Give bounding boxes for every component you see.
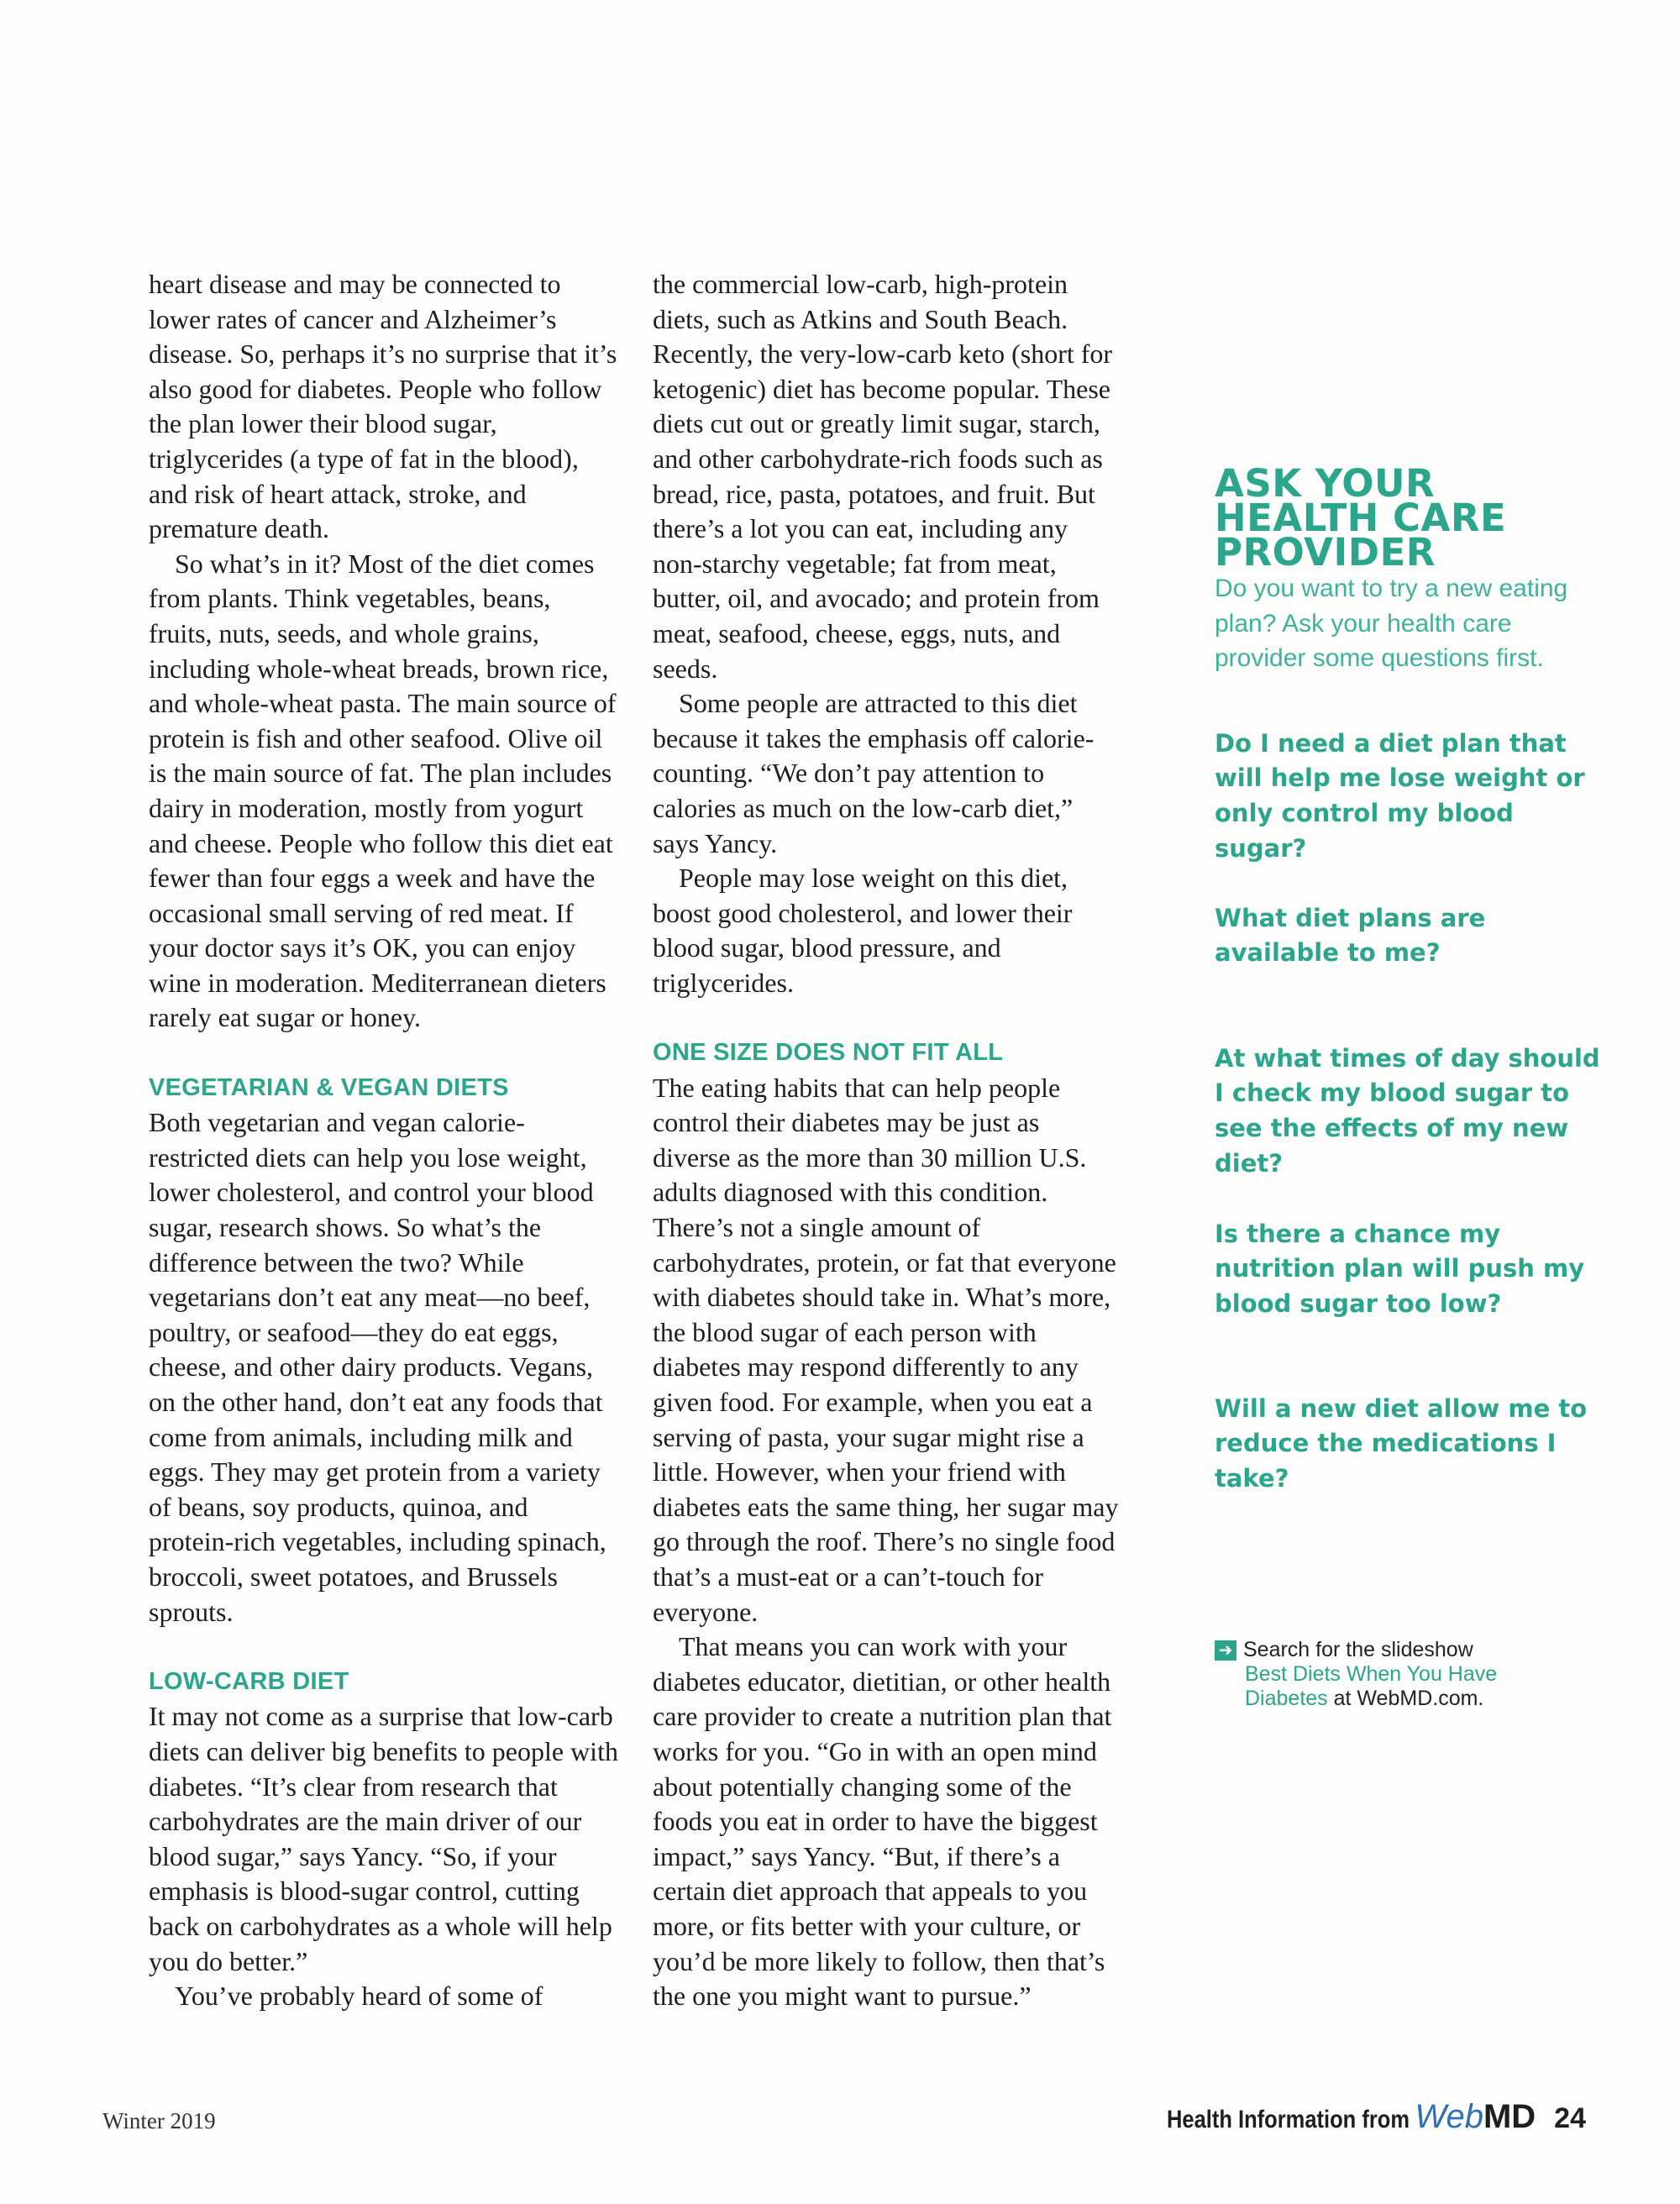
section-heading-one-size: ONE SIZE DOES NOT FIT ALL: [653, 1039, 1004, 1067]
sidebar-ask-provider: [1215, 461, 1601, 1516]
paragraph: heart disease and may be connected to lower rates of cancer and Alzheimer’s disease. So, perhaps it’s no surprise that it’s also good for diabetes. People who follow the plan lower their blood sugar, triglycerides (a type of fat in the blood), and risk of heart attack, stroke, and premature death.: [149, 269, 617, 544]
sidebar-title-line: HEALTH CARE: [1215, 496, 1507, 540]
arrow-box-icon: ➜: [1215, 1640, 1236, 1661]
footer-source: [1124, 2098, 1586, 2136]
slideshow-text: [1215, 1662, 1567, 1711]
paragraph: People may lose weight on this diet, boost good cholesterol, and lower their blood sugar, blood pressure, and triglycerides.: [653, 863, 1073, 998]
paragraph: the commercial low-carb, high-protein diets, such as Atkins and South Beach. Recently, the very-low-carb keto (short for ketogenic) diet has become popular. These diets cut out or greatly limit sugar, starch, and other carbohydrate-rich foods such as bread, rice, pasta, potatoes, and fruit. But there’s a lot you can eat, including any non-starchy vegetable; fat from meat, butter, oil, and avocado; and protein from meat, seafood, cheese, eggs, nuts, and seeds.: [653, 269, 1113, 684]
slideshow-link[interactable]: Best Diets When You Have Diabetes: [1245, 1662, 1498, 1710]
logo-md: MD: [1483, 2098, 1536, 2135]
sidebar-title-line: ASK YOUR: [1215, 461, 1436, 506]
article-column-left: [149, 267, 619, 2014]
sidebar-intro: Do you want to try a new eating plan? Ask your health care provider some questions first.: [1215, 575, 1568, 673]
paragraph: Some people are attracted to this diet because it takes the emphasis off calorie-counting. “We don’t pay attention to calories as much on the low-carb diet,” says Yancy.: [653, 688, 1095, 858]
sidebar-title-line: PROVIDER: [1215, 530, 1436, 575]
paragraph: The eating habits that can help people control their diabetes may be just as diverse as the more than 30 million U.S. adults diagnosed with this condition. There’s not a single amount of carbohydrates, protein, or fat that everyone with diabetes should take in. What’s more, the blood sugar of each person with diabetes may respond differently to any given food. For example, when you eat a serving of pasta, your sugar might rise a little. However, when your friend with diabetes eats the same thing, her sugar may go through the roof. There’s no single food that’s a must-eat or a can’t-touch for everyone.: [653, 1072, 1119, 1627]
slideshow-lead-text: Search for the slideshow: [1243, 1638, 1473, 1661]
sidebar-question-list: [1215, 676, 1601, 1516]
sidebar-question: Is there a chance my nutrition plan will push my blood sugar too low?: [1215, 1219, 1585, 1318]
paragraph: That means you can work with your diabetes educator, dietitian, or other health care provider to create a nutrition plan that works for you. “Go in with an open mind about potentially changing some of the foods you eat in order to have the biggest impact,” says Yancy. “But, if there’s a certain diet approach that appeals to you more, or fits better with your culture, or you’d be more likely to follow, then that’s the one you might want to pursue.”: [653, 1631, 1112, 2012]
page-number: 24: [1554, 2102, 1586, 2134]
webmd-logo: [1415, 2098, 1536, 2136]
paragraph: Both vegetarian and vegan calorie-restricted diets can help you lose weight, lower cholesterol, and control your blood sugar, research shows. So what’s the difference between the two? While vegetarians don’t eat any meat—no beef, poultry, or seafood—they do eat eggs, cheese, and other dairy products. Vegans, on the other hand, don’t eat any foods that come from animals, including milk and eggs. They may get protein from a variety of beans, soy products, quinoa, and protein-rich vegetables, including spinach, broccoli, sweet potatoes, and Brussels sprouts.: [149, 1107, 606, 1627]
sidebar-question: At what times of day should I check my blood sugar to see the effects of my new diet?: [1215, 1043, 1600, 1178]
sidebar-question: What diet plans are available to me?: [1215, 903, 1486, 968]
slideshow-callout: [1215, 1638, 1567, 1711]
article-column-middle: [653, 267, 1123, 2014]
section-heading-low-carb: LOW-CARB DIET: [149, 1667, 349, 1695]
sidebar-title: [1215, 461, 1601, 575]
slideshow-lead-line: [1215, 1638, 1567, 1662]
section-heading-vegetarian: VEGETARIAN & VEGAN DIETS: [149, 1073, 509, 1101]
logo-web: Web: [1415, 2098, 1483, 2135]
footer-issue: Winter 2019: [102, 2108, 216, 2133]
paragraph: It may not come as a surprise that low-carb diets can deliver big benefits to people with diabetes. “It’s clear from research that carbohydrates are the main driver of our blood sugar,” says Yancy. “So, if your emphasis is blood-sugar control, cutting back on carbohydrates as a whole will help you do better.”: [149, 1701, 618, 1976]
paragraph: So what’s in it? Most of the diet comes from plants. Think vegetables, beans, fruits, nuts, seeds, and whole grains, including whole-wheat breads, brown rice, and whole-wheat pasta. The main source of protein is fish and other seafood. Olive oil is the main source of fat. The plan includes dairy in moderation, mostly from yogurt and cheese. People who follow this diet eat fewer than four eggs a week and have the occasional small serving of red meat. If your doctor says it’s OK, you can enjoy wine in moderation. Mediterranean dieters rarely eat sugar or honey.: [149, 548, 617, 1033]
footer-source-text: Health Information from: [1167, 2106, 1410, 2133]
sidebar-question: Will a new diet allow me to reduce the medications I take?: [1215, 1393, 1588, 1493]
sidebar-question: Do I need a diet plan that will help me lose weight or only control my blood sugar?: [1215, 728, 1585, 863]
slideshow-suffix: at WebMD.com.: [1327, 1687, 1484, 1710]
paragraph: You’ve probably heard of some of: [175, 1981, 543, 2012]
